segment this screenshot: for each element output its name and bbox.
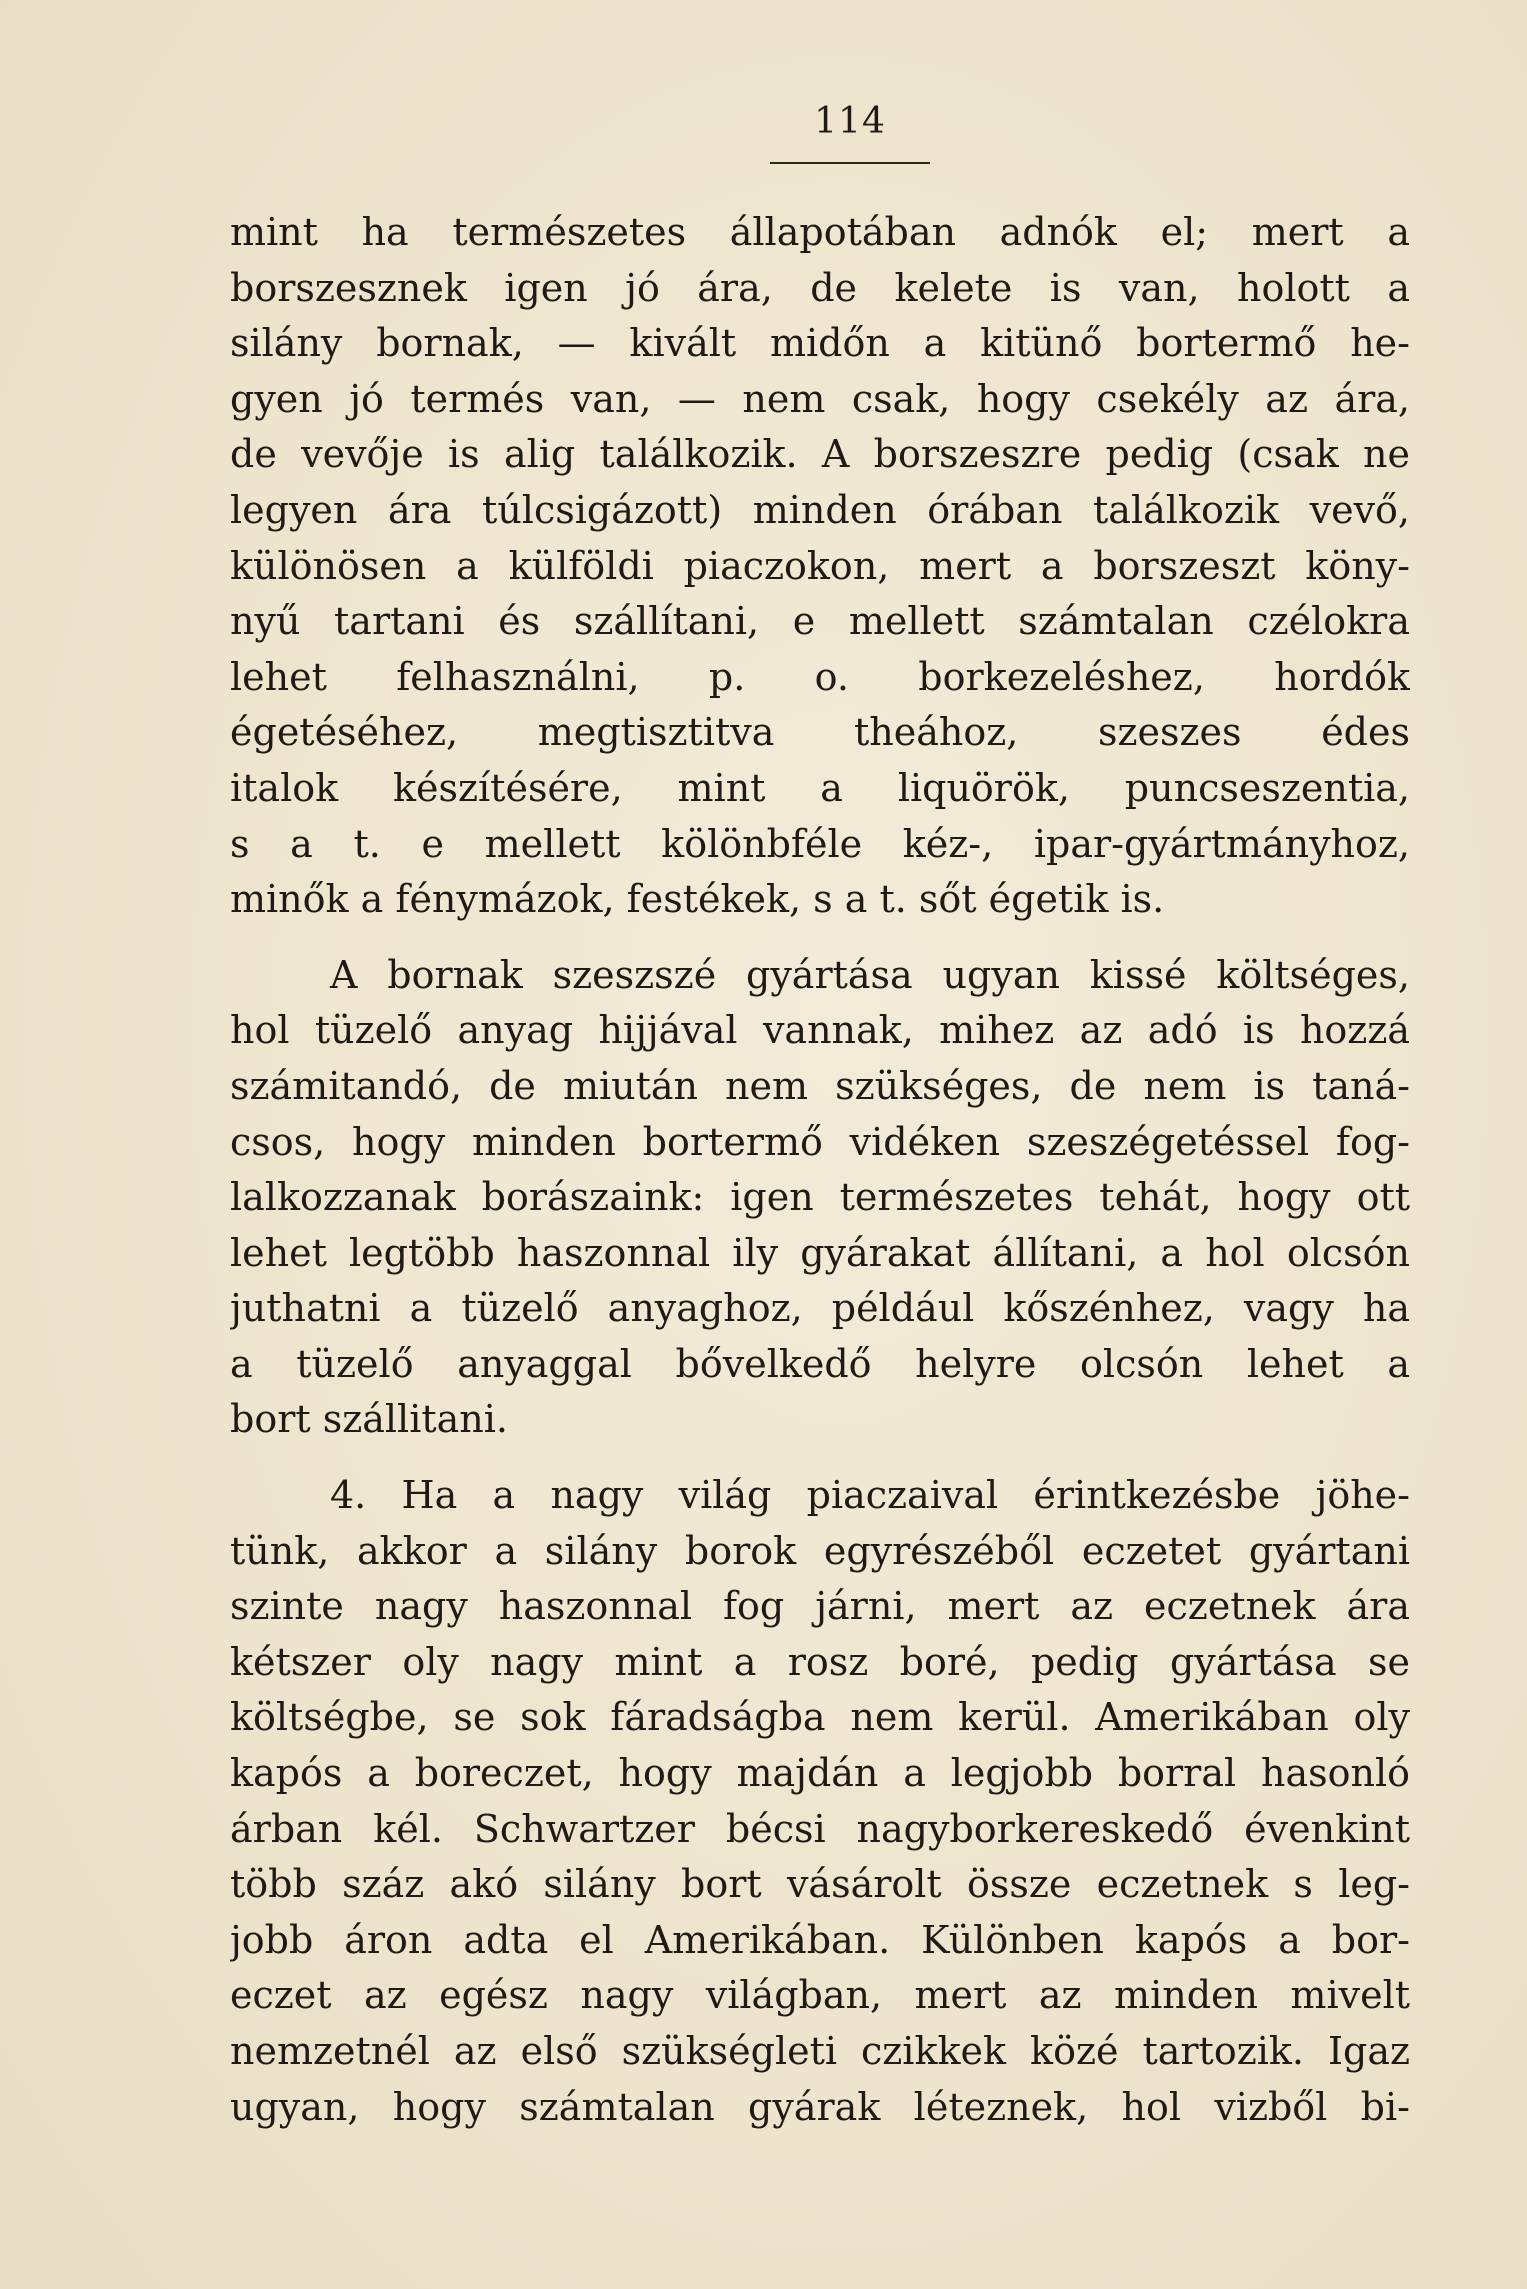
text-line: mint ha természetes állapotában adnók el; mert a	[230, 210, 1410, 254]
text-line: legyen ára túlcsigázott) minden órában találkozik vevő,	[230, 487, 1410, 532]
text-line: bort szállitani.	[230, 1397, 508, 1442]
text-line: tünk, akkor a silány borok egyrészéből eczetet gyártani	[230, 1528, 1410, 1573]
text-line: lehet felhasználni, p. o. borkezeléshez, hordók	[230, 654, 1410, 699]
text-line: árban kél. Schwartzer bécsi nagyborkereskedő évenkint	[230, 1806, 1410, 1851]
text-line: de vevője is alig találkozik. A borszeszre pedig (csak ne	[230, 432, 1410, 477]
text-line: csos, hogy minden bortermő vidéken szeszégetéssel fog-	[230, 1119, 1410, 1164]
text-line: különösen a külföldi piaczokon, mert a borszeszt köny-	[230, 543, 1410, 588]
text-line: eczet az egész nagy világban, mert az minden mivelt	[230, 1973, 1410, 2018]
paragraph-2	[230, 948, 1410, 1448]
text-line: borszesznek igen jó ára, de kelete is van, holott a	[230, 265, 1410, 310]
text-line: ugyan, hogy számtalan gyárak léteznek, hol vizből bi-	[230, 2084, 1410, 2129]
text-line: lalkozzanak borászaink: igen természetes tehát, hogy ott	[230, 1175, 1410, 1220]
text-line: kapós a boreczet, hogy majdán a legjobb borral hasonló	[230, 1751, 1410, 1796]
paragraph-1	[230, 205, 1410, 928]
text-line: a tüzelő anyaggal bővelkedő helyre olcsón lehet a	[230, 1341, 1410, 1386]
text-line: gyen jó termés van, — nem csak, hogy csekély az ára,	[230, 376, 1410, 421]
text-line: nemzetnél az első szükségleti czikkek közé tartozik. Igaz	[230, 2029, 1410, 2073]
page-number-rule	[770, 162, 930, 164]
text-line: minők a fénymázok, festékek, s a t. sőt égetik is.	[230, 877, 1165, 922]
paragraph-3	[230, 1468, 1410, 2135]
text-line: több száz akó silány bort vásárolt össze eczetnek s leg-	[230, 1862, 1410, 1907]
body-text	[230, 205, 1410, 2155]
text-line: nyű tartani és szállítani, e mellett számtalan czélokra	[230, 599, 1410, 644]
text-line: égetéséhez, megtisztitva theához, szeszes édes	[230, 710, 1410, 755]
text-line: kétszer oly nagy mint a rosz boré, pedig gyártása se	[230, 1639, 1410, 1684]
text-line: italok készítésére, mint a liquörök, puncseszentia,	[230, 765, 1410, 810]
text-line: A bornak szeszszé gyártása ugyan kissé költséges,	[330, 952, 1410, 997]
text-line: silány bornak, — kivált midőn a kitünő bortermő he-	[230, 321, 1410, 366]
text-line: költségbe, se sok fáradságba nem kerül. Amerikában oly	[230, 1695, 1410, 1740]
text-line: juthatni a tüzelő anyaghoz, például kőszénhez, vagy ha	[230, 1286, 1410, 1331]
text-line: hol tüzelő anyag hijjával vannak, mihez az adó is hozzá	[230, 1008, 1410, 1053]
text-line: 4. Ha a nagy világ piaczaival érintkezésbe jöhe-	[330, 1473, 1410, 1518]
text-line: számitandó, de miután nem szükséges, de nem is taná-	[230, 1063, 1410, 1108]
text-line: lehet legtöbb haszonnal ily gyárakat állítani, a hol olcsón	[230, 1230, 1410, 1275]
text-line: s a t. e mellett kölönbféle kéz-, ipar-gyártmányhoz,	[230, 821, 1410, 866]
text-line: szinte nagy haszonnal fog járni, mert az eczetnek ára	[230, 1584, 1410, 1629]
page-number: 114	[814, 101, 886, 142]
text-line: jobb áron adta el Amerikában. Különben kapós a bor-	[230, 1917, 1410, 1962]
